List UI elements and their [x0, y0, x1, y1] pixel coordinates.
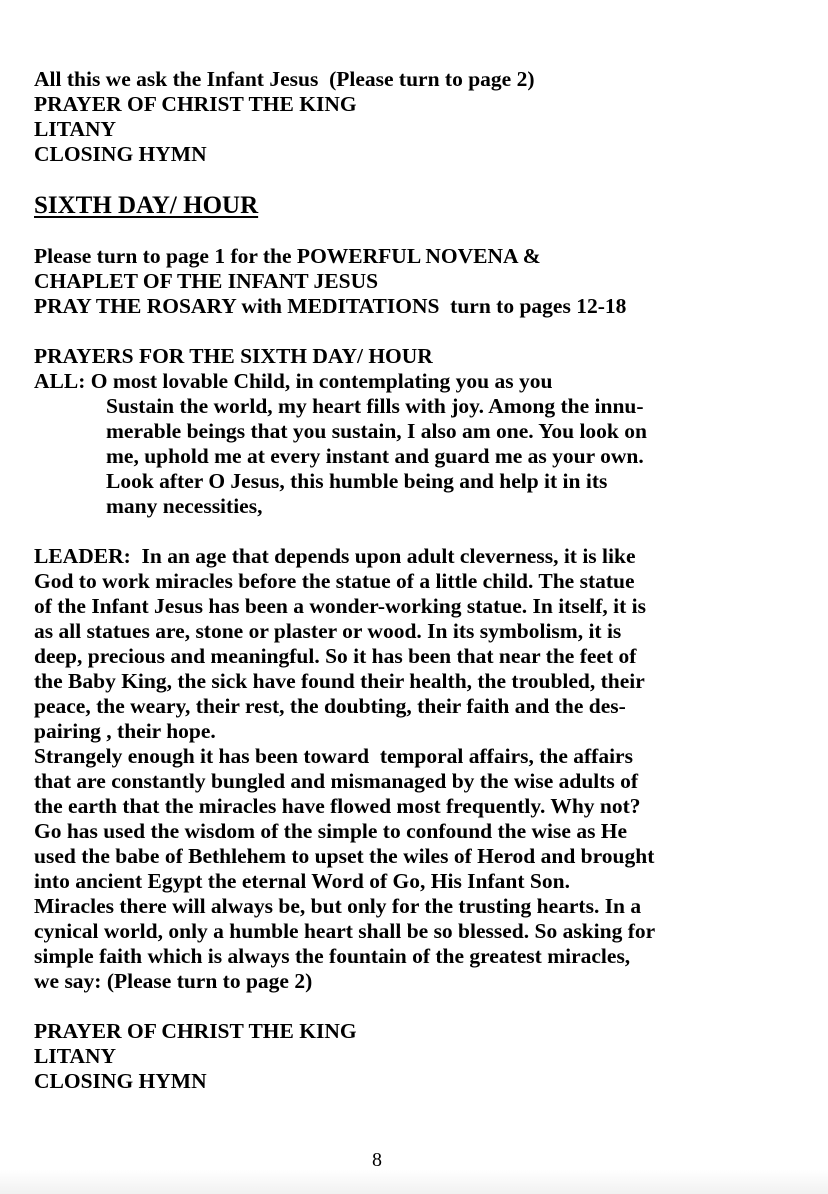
instruction-line-3: PRAY THE ROSARY with MEDITATIONS turn to pages 12-18	[34, 294, 627, 318]
leader-line: of the Infant Jesus has been a wonder-working statue. In itself, it is	[34, 594, 646, 618]
leader-line: that are constantly bungled and mismanaged by the wise adults of	[34, 769, 639, 793]
section-heading: SIXTH DAY/ HOUR	[34, 192, 259, 219]
leader-line: into ancient Egypt the eternal Word of Go, His Infant Son.	[34, 869, 570, 893]
leader-line: the earth that the miracles have flowed most frequently. Why not?	[34, 794, 641, 818]
leader-line: LEADER: In an age that depends upon adult cleverness, it is like	[34, 544, 636, 568]
top-line-4: CLOSING HYMN	[34, 142, 207, 166]
leader-line: the Baby King, the sick have found their health, the troubled, their	[34, 669, 645, 693]
all-prayer-line: many necessities,	[106, 494, 263, 518]
top-block	[34, 67, 754, 167]
all-prayer-first-line: ALL: O most lovable Child, in contemplating you as you	[34, 369, 553, 393]
leader-line: cynical world, only a humble heart shall be so blessed. So asking for	[34, 919, 656, 943]
top-line-1: All this we ask the Infant Jesus (Please turn to page 2)	[34, 67, 535, 91]
all-prayer-line: me, uphold me at every instant and guard me as your own.	[106, 444, 644, 468]
leader-line: pairing , their hope.	[34, 719, 216, 743]
spacer	[34, 994, 754, 1019]
page-content	[34, 67, 754, 1094]
prayers-block	[34, 344, 754, 519]
leader-line: peace, the weary, their rest, the doubting, their faith and the des-	[34, 694, 626, 718]
spacer	[34, 519, 754, 544]
leader-line: Miracles there will always be, but only for the trusting hearts. In a	[34, 894, 642, 918]
leader-line: used the babe of Bethlehem to upset the wiles of Herod and brought	[34, 844, 655, 868]
all-prayer-line: Look after O Jesus, this humble being and help it in its	[106, 469, 608, 493]
leader-line: as all statues are, stone or plaster or wood. In its symbolism, it is	[34, 619, 622, 643]
bottom-line-3: CLOSING HYMN	[34, 1069, 207, 1093]
leader-line: Strangely enough it has been toward temporal affairs, the affairs	[34, 744, 633, 768]
page-number: 8	[372, 1149, 382, 1171]
bottom-line-1: PRAYER OF CHRIST THE KING	[34, 1019, 357, 1043]
leader-line: we say: (Please turn to page 2)	[34, 969, 313, 993]
leader-line: God to work miracles before the statue of a little child. The statue	[34, 569, 635, 593]
leader-line: deep, precious and meaningful. So it has been that near the feet of	[34, 644, 637, 668]
leader-line: simple faith which is always the fountain of the greatest miracles,	[34, 944, 631, 968]
top-line-3: LITANY	[34, 117, 117, 141]
leader-paragraph	[34, 544, 754, 994]
bottom-block	[34, 1019, 754, 1094]
instructions-block	[34, 244, 754, 319]
instruction-line-1: Please turn to page 1 for the POWERFUL NOVENA &	[34, 244, 541, 268]
prayers-heading: PRAYERS FOR THE SIXTH DAY/ HOUR	[34, 344, 433, 368]
leader-line: Go has used the wisdom of the simple to confound the wise as He	[34, 819, 628, 843]
spacer	[34, 319, 754, 344]
all-prayer-line: Sustain the world, my heart fills with joy. Among the innu-	[106, 394, 644, 418]
all-prayer-line: merable beings that you sustain, I also am one. You look on	[106, 419, 647, 443]
instruction-line-2: CHAPLET OF THE INFANT JESUS	[34, 269, 379, 293]
top-line-2: PRAYER OF CHRIST THE KING	[34, 92, 357, 116]
bottom-line-2: LITANY	[34, 1044, 117, 1068]
